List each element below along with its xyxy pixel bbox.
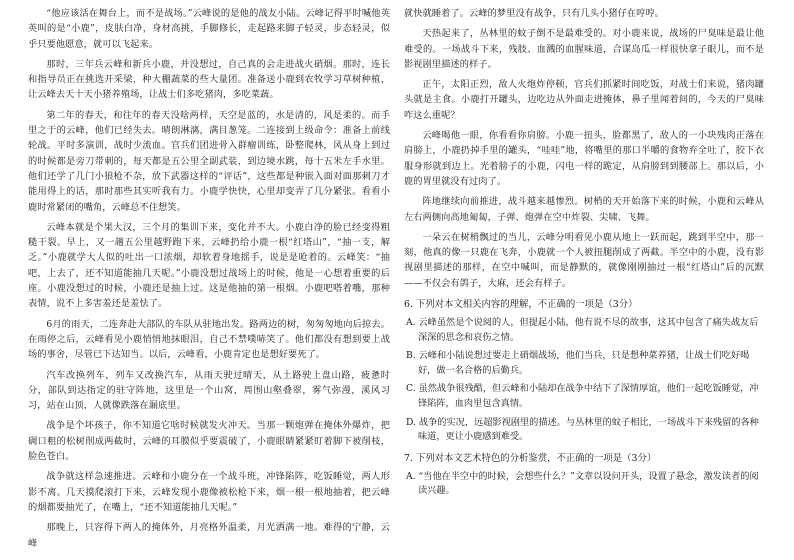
paragraph: 那时，三年兵云峰和新兵小鹿，并没想过，自己真的会走进战火硝烟。那时，连长和指导员正在挑选开采梁，种大棚蔬菜的些大量团。准备送小鹿到农牧学习草树种植，让云峰去天十天小猪养殖场，让战士们多吃猪肉，多吃菜蔬。	[28, 58, 390, 101]
paragraph: 天热起来了，丛林里的蚊子倒不是最难受的。对小鹿来说，战场的尸臭味是最让他难受的。一场战斗下来，残肢、血溅的血腥味道，合谋岛瓜一样很快拿子眼儿，而不是影视剧里描述的样子。	[404, 28, 764, 70]
right-column	[404, 6, 764, 503]
question-6-option-a: A. 云峰虽然是个说阅的人，但提起小陆，他有说不尽的故事，这其中包含了痛失战友后深深的思念和哀伤之情。	[406, 317, 759, 343]
question-7-stem: 7. 下列对本文艺术特色的分析鉴赏，不正确的一项是（3分）	[404, 452, 657, 464]
paragraph-continued: 就快就睡着了。云峰的梦里没有战争，只有几头小猪仔在哼哼。	[404, 8, 665, 19]
paragraph: 第二年的春天，和往年的春天没啥两样，天空是蓝的，水是清的，风是柔的。而手里之于的云峰，他们已经失去。晴朗淋漓，满目葱笼。二连接到上级命令：准备上前线轮战。平时多演训，战时少流血。官兵们团进骨入群瘤训练，卧整爬林，风从身上到过的时候都是旁刀带刺的，每天都是五公里全副武装，到边境水跳，每十五米左手水里。他们还学了几门小狼枪不杂，放下武器这样的“评话”，这些都是种嵌入面对面那刺刀才能用得上的话，那时那些其实听我有力。小鹿学快快，心里却变弄了几分紧张。看看小鹿时常紧闭的嘴角，云峰总不住想笑。	[28, 109, 390, 213]
paragraph: 战争是个坏孩子，你不知道它啥时候就发火冲天。当那一颗炮弹在掩体外爆炸，把碉口粗的松树削成两截时，云峰的耳膜似乎要震破了，小鹿眼睛紧紧盯着脚下被削枝，脸色苍白。	[28, 420, 390, 463]
paragraph: 云峰喝他一眼，你看看你肩膀。小鹿一扭头，脸都黑了，敌人的一小块残肉正落在肩膀上，小鹿扔掉手里的罐头，“哇哇”地，将嘴里的那口半嚼的食物弃全吐了，胶下衣服身形就到边上。光着膀子的小鹿，闪电一样的跪定，从肩膀到到腰部上。那以后，小鹿的胃里就没有过肉了。	[404, 130, 764, 187]
paragraph: 汽车改换列车，列车又改换汽车，从雨天驶过晴天，从土路驶上盘山路，疲惫时分，部队到达指定的驻守阵地，这里是一个山窝，周围山壑叠翠，雾气弥漫，溪风习习，站在山顶，人就像跌落在漏底里。	[28, 369, 390, 412]
paragraph: 阵地继续向前推进，战斗越来越惨烈。树梢的天开始落下来的时候，小鹿和云峰从左右两侧向高地匍匐，子弹、炮弹在空中炸裂、尖啸、飞舞。	[404, 196, 764, 223]
paragraph: 6月的雨天，二连奔赴大部队的车队从驻地出发。路两边的树，匆匆匆地向后掠去。在雨停之后，云峰看见小鹿悄悄地抹眼泪，自己不禁噗哧笑了。他们都没有想到要上战场的事舍，尽管已下达知当。以后，云峰看，小鹿肯定也是想好要死了。	[28, 318, 390, 361]
paragraph: 那晚上，只容得下两人的掩体外，月亮格外温柔，月光洒满一地。难得的宁静，云峰	[28, 522, 390, 549]
question-6-option-b: B. 云峰和小陆说想过要走上硝烟战场，他们当兵，只是想种菜养猪，让战士们吃好喝好，做一名合格的后勤兵。	[406, 350, 750, 376]
paragraph: 一朵云在树梢飘过的当儿，云峰分明看见小鹿从地上一跃而起，跳到半空中，那一刻，他真的像一只鹿在飞奔，小鹿就一个人被扭腿削成了两截。半空中的小鹿，没有影视剧里描述的那样，在空中喊叫，而是静默的，就像刚刚抽过一根“红塔山”后的沉默——不仅会有鸽子，大麻，还会有样子。	[404, 231, 764, 289]
paragraph: “他应该活在舞台上，而不是战场。”云峰说的是他的战友小陆。云峰记得平时喊他英英叫的是“小鹿”，皮肤白净，身材高挑，手脚修长，走起路来脚子轻灵，步态轻灵，似乎只要他愿意，就可以飞起来。	[28, 8, 390, 50]
paragraph: 正午，太阳正烈，敌人火炮炸停顿，官兵们抓紧时间吃饭，对战士们来说，猪肉罐头就是主食。小鹿打开罐头，边吃边从外面走进掩体，鼻子里闻着间的，今天的尸臭味咋这么重呢？	[404, 79, 764, 121]
left-column	[28, 6, 390, 556]
question-6-option-d: D. 战争的实况，远超影视剧里的描述。与丛林里的蚊子相比，一场战斗下来残留的各种味道，更让小鹿感到难受。	[406, 416, 759, 443]
paragraph: 战争就这样急速推进。云峰和小鹿分在一个战斗班，冲锋陷阵，吃饭睡觉，两人形影不离。几天摸爬滚打下来，云峰发现小鹿像被松枪下来，烟一根一根地抽着，把云峰的烟都要抽光了，在嘴上，“还不知道能抽几天呢。”	[28, 471, 390, 513]
question-6-option-c: C. 虽然战争很残酷，但云峰和小陆却在战争中结下了深情厚谊，他们一起吃饭睡觉，冲锋陷阵，血肉里包含真情。	[406, 383, 759, 410]
question-7-option-a: A. “当他在半空中的时候，会想些什么？”文章以设问开头，设置了悬念，激发读者的阅读兴趣。	[406, 470, 759, 497]
paragraph: 云峰本就是个果大汉，三个月的集训下来，变化并不大。小鹿白净的脸已经变得粗糙干裂。早上，又一趟五公里越野跑下来，云峰扔给小鹿一根“红塔山”，“抽一支，解乏。”小鹿就学大人似的吐出一口浓烟，却软着身地摇手，说是是呛着的。云峰笑：“抽吧，上去了，还不知道能抽几天呢。”小鹿没想过战场上的时候，他是一心想着重要的后座。小鹿没想过的时候，小鹿还是抽上过。这是他抽的第一根烟。小鹿吧嗒着嘴，那种表情，说不上多害羞还是羞怯了。	[28, 221, 390, 310]
question-6-stem: 6. 下列对本文相关内容的理解，不正确的一项是（3分）	[404, 299, 638, 311]
